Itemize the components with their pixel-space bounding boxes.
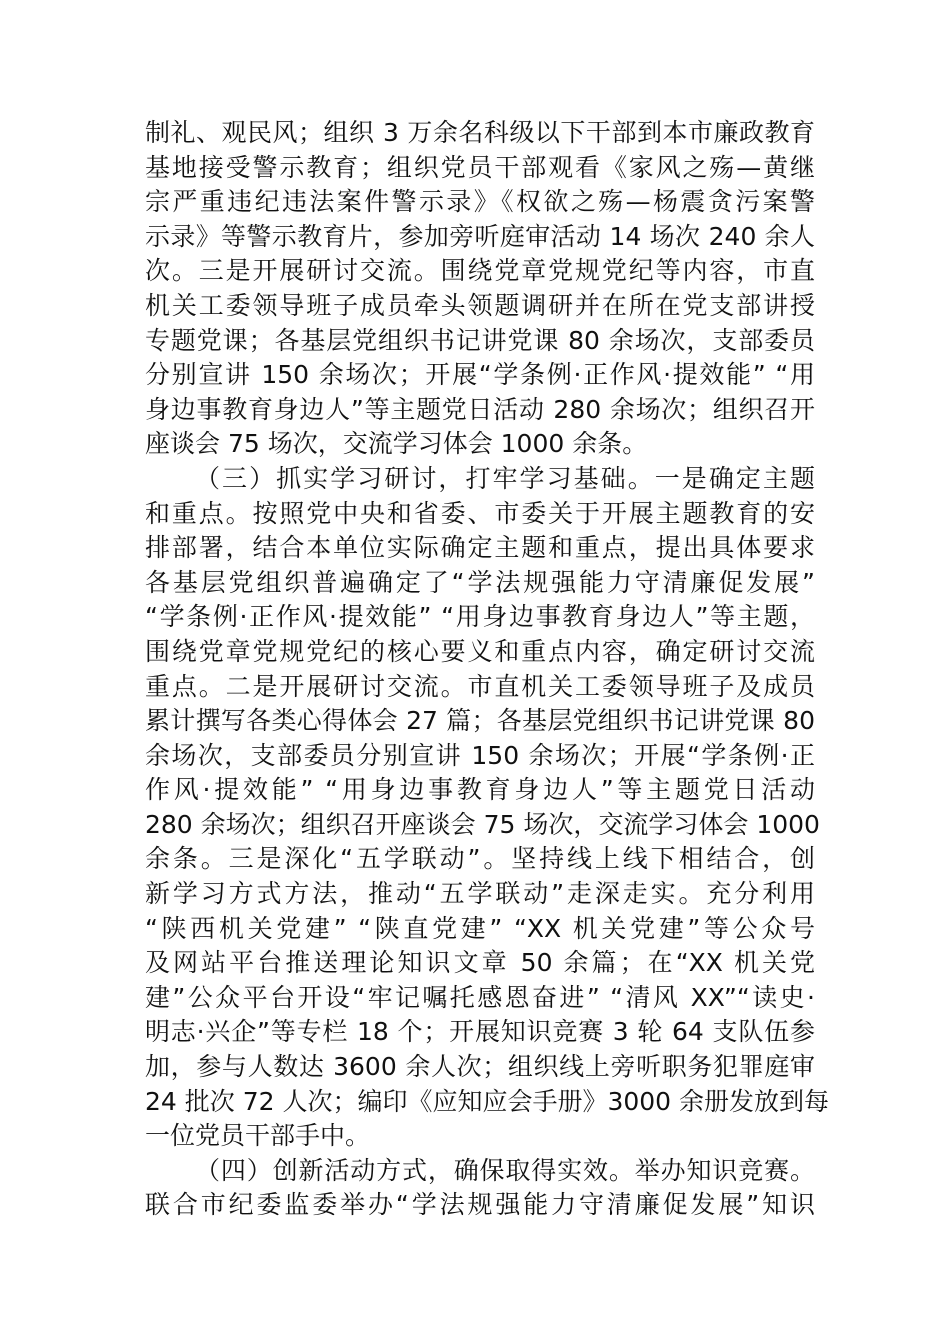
text-line: 排部署，结合本单位实际确定主题和重点，提出具体要求 (145, 533, 815, 563)
text-line: 余场次，支部委员分别宣讲 150 余场次；开展“学条例·正 (145, 740, 815, 770)
document-body (145, 116, 830, 1223)
text-line: 余条。三是深化“五学联动”。坚持线上线下相结合，创 (145, 844, 815, 874)
text-line: 明志·兴企”等专栏 18 个；开展知识竞赛 3 轮 64 支队伍参 (145, 1017, 815, 1047)
text-line: 和重点。按照党中央和省委、市委关于开展主题教育的安 (145, 498, 815, 528)
text-line: “陕西机关党建” “陕直党建” “XX 机关党建”等公众号 (145, 913, 815, 943)
text-line: 及网站平台推送理论知识文章 50 余篇；在“XX 机关党 (145, 948, 815, 978)
text-line: 机关工委领导班子成员牵头领题调研并在所在党支部讲授 (145, 290, 815, 320)
text-line: “学条例·正作风·提效能” “用身边事教育身边人”等主题， (145, 602, 815, 632)
text-line: 作风·提效能” “用身边事教育身边人”等主题党日活动 (145, 775, 815, 805)
text-line: 建”公众平台开设“牢记嘱托感恩奋进” “清风 XX”“读史· (145, 982, 815, 1012)
text-line: 24 批次 72 人次；编印《应知应会手册》3000 余册发放到每 (145, 1086, 830, 1116)
section-heading-line: （四）创新活动方式，确保取得实效。举办知识竞赛。 (195, 1155, 815, 1185)
text-line: 座谈会 75 场次，交流学习体会 1000 余条。 (145, 429, 648, 459)
section-heading-line: （三）抓实学习研讨，打牢学习基础。一是确定主题 (195, 463, 815, 493)
text-line: 重点。二是开展研讨交流。市直机关工委领导班子及成员 (145, 671, 815, 701)
text-line: 身边事教育身边人”等主题党日活动 280 余场次；组织召开 (145, 394, 815, 424)
text-line: 各基层党组织普遍确定了“学法规强能力守清廉促发展” (145, 567, 815, 597)
text-line: 新学习方式方法，推动“五学联动”走深走实。充分利用 (145, 879, 815, 909)
text-line: 围绕党章党规党纪的核心要义和重点内容，确定研讨交流 (145, 636, 815, 666)
text-line: 示录》等警示教育片，参加旁听庭审活动 14 场次 240 余人 (145, 221, 815, 251)
text-line: 累计撰写各类心得体会 27 篇；各基层党组织书记讲党课 80 (145, 706, 815, 736)
text-line: 宗严重违纪违法案件警示录》《权欲之殇—杨震贪污案警 (145, 187, 815, 217)
text-line: 联合市纪委监委举办“学法规强能力守清廉促发展”知识 (145, 1190, 815, 1220)
text-line: 专题党课；各基层党组织书记讲党课 80 余场次，支部委员 (145, 325, 815, 355)
text-line: 基地接受警示教育；组织党员干部观看《家风之殇—黄继 (145, 152, 815, 182)
text-line: 分别宣讲 150 余场次；开展“学条例·正作风·提效能” “用 (145, 360, 815, 390)
text-line: 280 余场次；组织召开座谈会 75 场次，交流学习体会 1000 (145, 809, 820, 839)
text-line: 加，参与人数达 3600 余人次；组织线上旁听职务犯罪庭审 (145, 1052, 815, 1082)
text-line: 一位党员干部手中。 (145, 1121, 371, 1151)
text-line: 制礼、观民风；组织 3 万余名科级以下干部到本市廉政教育 (145, 118, 815, 147)
text-line: 次。三是开展研讨交流。围绕党章党规党纪等内容，市直 (145, 256, 815, 286)
